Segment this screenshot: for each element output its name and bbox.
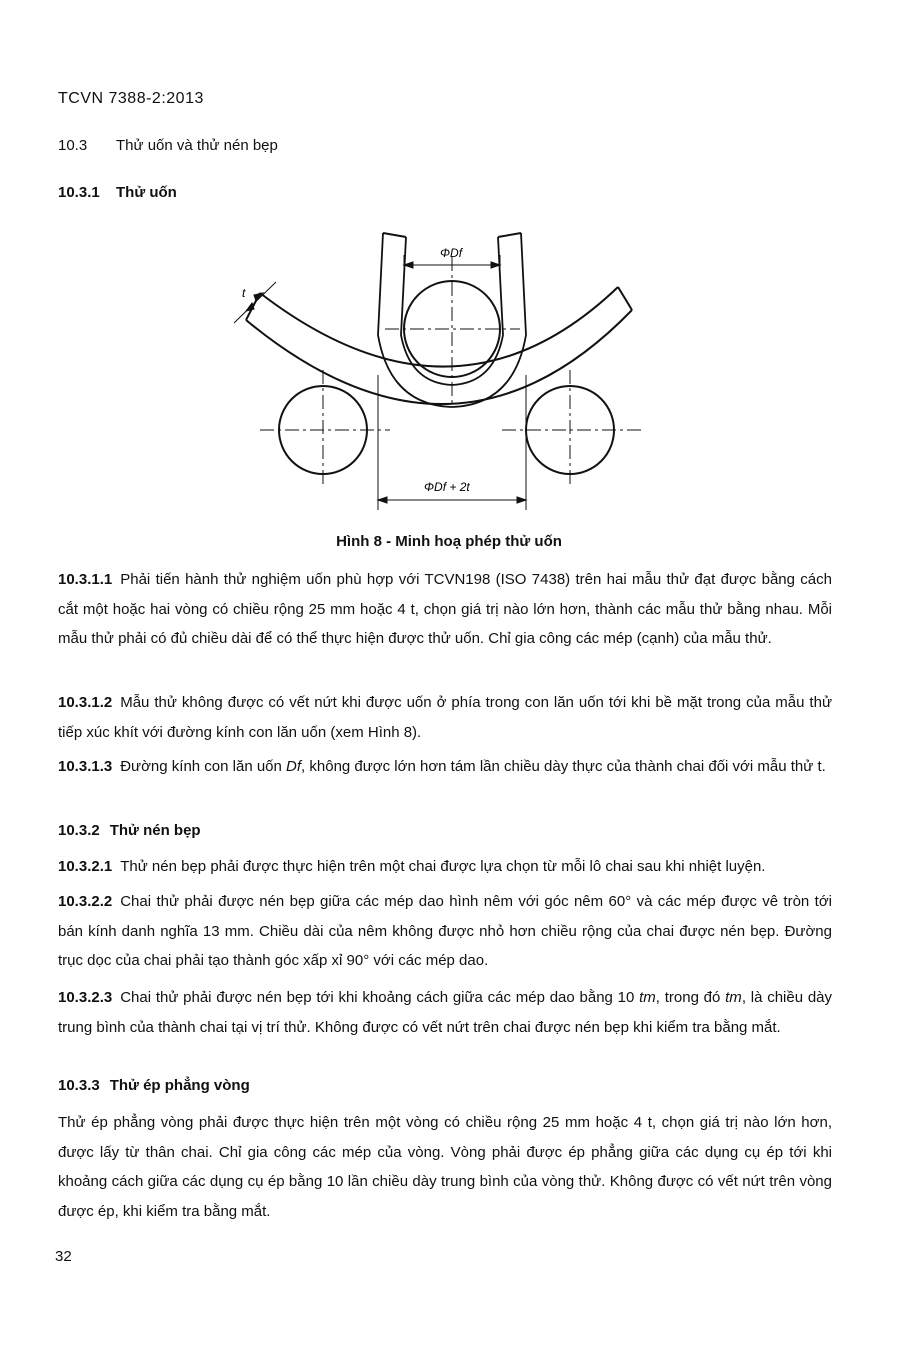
label-df-plus-2t: ΦDf + 2t	[424, 480, 470, 494]
para-text: Phải tiến hành thử nghiệm uốn phù hợp với TCVN198 (ISO 7438) trên hai mẫu thử đạt được bằng cách cắt một hoặc hai vòng có chiều rộng 25 mm hoặc 4 t, chọn giá trị nào lớn hơn, thành các mẫu thử bằng nhau. Mỗi mẫu thử phải có đủ chiều dài để có thể thực hiện được thử uốn. Chỉ gia công các mép (cạnh) của mẫu thử.	[58, 571, 832, 647]
section-10-3-3-heading	[58, 1077, 250, 1094]
para-10-3-2-1	[58, 852, 832, 882]
para-10-3-1-1	[58, 565, 832, 654]
label-t: t	[242, 286, 246, 300]
para-text-a: Đường kính con lăn uốn	[120, 758, 287, 775]
symbol-tm: tm	[725, 989, 742, 1006]
dim-line-t	[234, 282, 276, 323]
standard-code: TCVN 7388-2:2013	[58, 90, 204, 107]
section-number: 10.3.3	[58, 1077, 100, 1094]
specimen-inner-arc	[260, 287, 618, 367]
center-lines	[260, 257, 642, 487]
para-10-3-2-3	[58, 983, 832, 1042]
bend-test-figure	[230, 225, 660, 515]
para-number: 10.3.1.3	[58, 758, 113, 775]
section-title: Thử uốn	[116, 184, 177, 201]
para-number: 10.3.2.3	[58, 989, 113, 1006]
para-text: Thử ép phẳng vòng phải được thực hiện trên một vòng có chiều rộng 25 mm hoặc 4 t, chọn giá trị nào lớn hơn, được lấy từ thân chai. Chỉ gia công các mép của vòng. Vòng phải được ép phẳng giữa các dụng cụ ép tới khi khoảng cách giữa các dụng cụ ép bằng 10 lần chiều dày trung bình của vòng thử. Không được có vết nứt trên vòng được ép, khi kiểm tra bằng mắt.	[58, 1114, 832, 1220]
para-text: Mẫu thử không được có vết nứt khi được uốn ở phía trong con lăn uốn tới khi bề mặt trong của mẫu thử tiếp xúc khít với đường kính con lăn uốn (xem Hình 8).	[58, 694, 832, 741]
label-df: ΦDf	[440, 246, 463, 260]
section-title: Thử ép phẳng vòng	[109, 1077, 250, 1094]
u-end-right	[498, 233, 521, 237]
section-number: 10.3.2	[58, 822, 100, 839]
figure-caption: Hình 8 - Minh hoạ phép thử uốn	[336, 533, 562, 550]
para-text: Thử nén bẹp phải được thực hiện trên một chai được lựa chọn từ mỗi lô chai sau khi nhiệt luyện.	[120, 858, 766, 875]
page-number: 32	[55, 1248, 72, 1265]
para-text-b: , không được lớn hơn tám lần chiều dày thực của thành chai đối với mẫu thử t.	[301, 758, 826, 775]
para-10-3-1-3	[58, 752, 832, 782]
section-10-3-2-heading	[58, 822, 201, 839]
para-number: 10.3.2.2	[58, 893, 113, 910]
para-number: 10.3.1.1	[58, 571, 113, 588]
para-text: Chai thử phải được nén bẹp giữa các mép dao hình nêm với góc nêm 60° và các mép được vê tròn tới bán kính danh nghĩa 13 mm. Chiều dài của nêm không được nhỏ hơn chiều rộng của chai được nén bẹp. Đường trục dọc của chai phải tạo thành góc xấp xỉ 90° với các mép dao.	[58, 893, 832, 969]
section-title: Thử uốn và thử nén bẹp	[116, 137, 278, 154]
section-10-3-1-heading	[58, 184, 177, 201]
para-text-c: , là chiều dày trung bình của thành chai tại vị trí thử. Không được có vết nứt trên chai được nén bẹp khi kiểm tra bằng mắt.	[58, 989, 833, 1036]
para-number: 10.3.2.1	[58, 858, 113, 875]
para-text-a: Chai thử phải được nén bẹp tới khi khoảng cách giữa các mép dao bằng 10	[120, 989, 640, 1006]
para-text-b: , trong đó	[655, 989, 726, 1006]
specimen-end-right	[618, 287, 632, 310]
section-title: Thử nén bẹp	[109, 822, 201, 839]
u-end-left	[383, 233, 406, 237]
para-10-3-3	[58, 1108, 832, 1226]
para-number: 10.3.1.2	[58, 694, 113, 711]
section-number: 10.3.1	[58, 184, 100, 201]
symbol-tm: tm	[639, 989, 656, 1006]
section-number: 10.3	[58, 137, 88, 154]
section-10-3-heading	[58, 137, 278, 154]
para-10-3-2-2	[58, 887, 832, 976]
symbol-df: Df	[286, 758, 302, 775]
para-10-3-1-2	[58, 688, 832, 747]
